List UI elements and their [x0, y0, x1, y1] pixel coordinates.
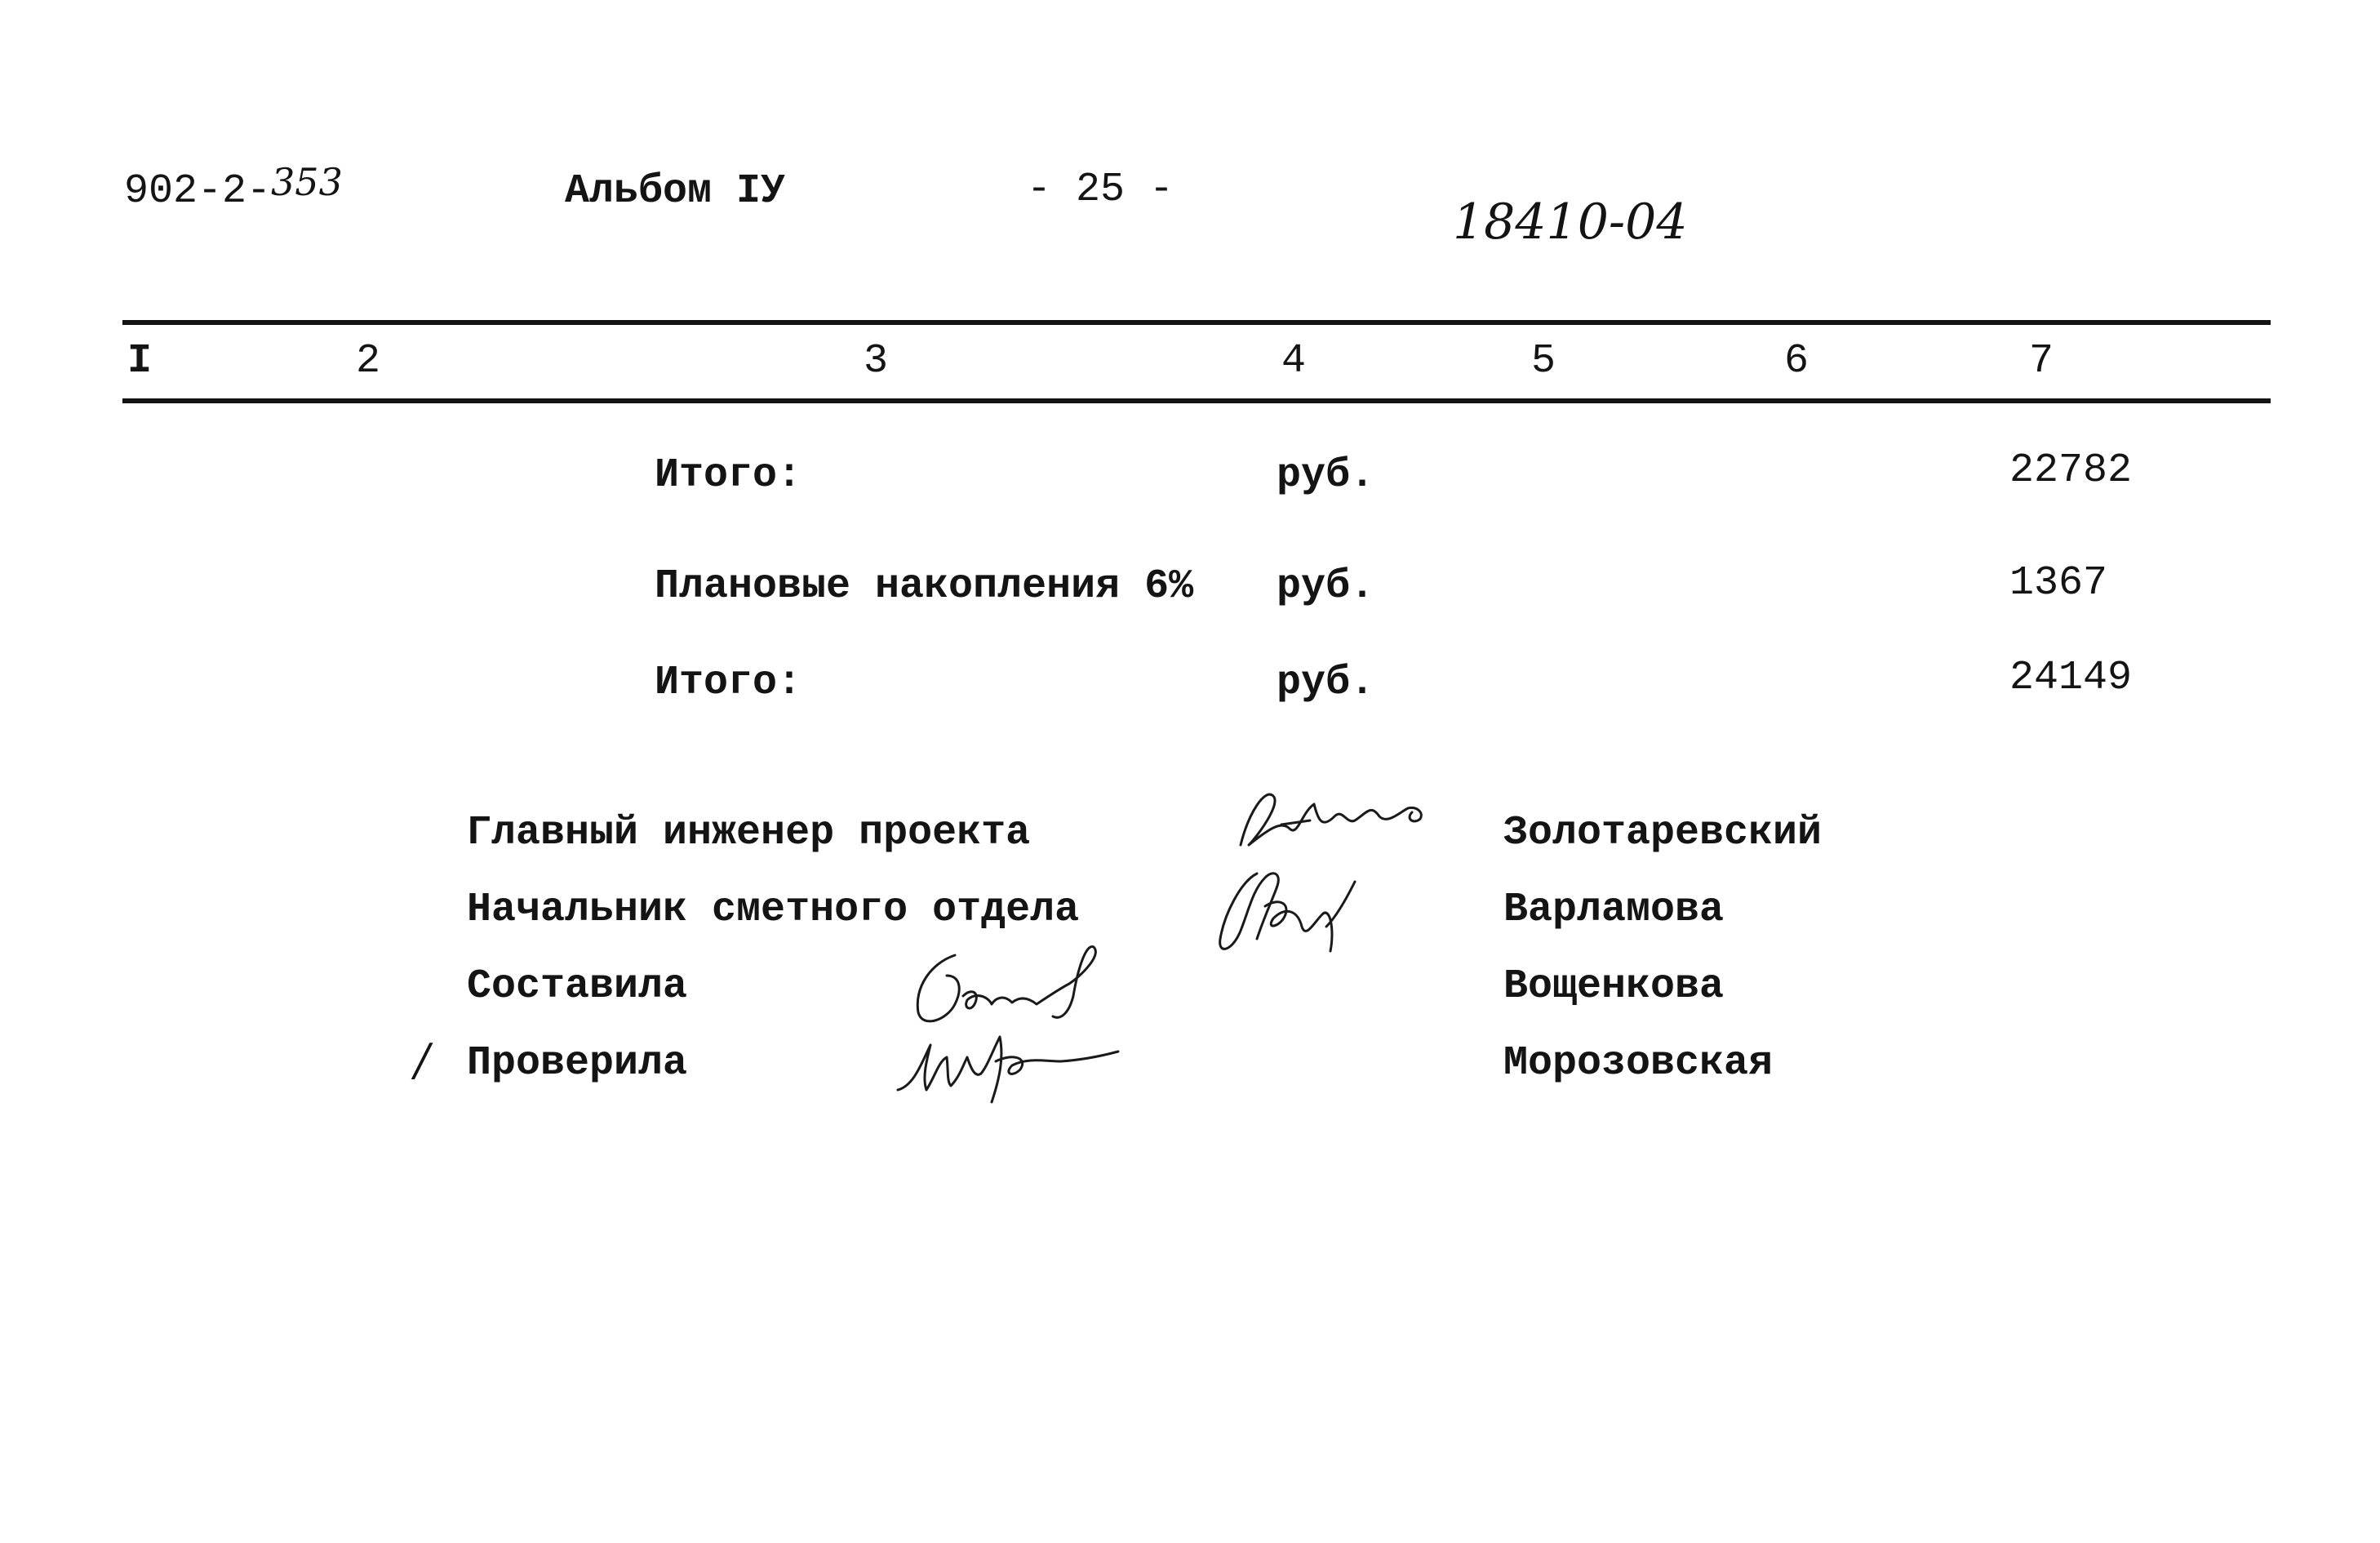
- column-header-6: 6: [1784, 338, 1809, 385]
- row-grand-total-label: Итого:: [655, 660, 802, 706]
- column-header-3: 3: [864, 338, 889, 385]
- signature-checked-by: [890, 1012, 1134, 1118]
- name-zolotarevsky: Золотаревский: [1503, 810, 1823, 856]
- row-planned-savings-value: 1367: [2009, 560, 2108, 607]
- row-grand-total-value: 24149: [2009, 655, 2133, 701]
- table-header-rule: [122, 398, 2271, 403]
- name-voshchenkova: Вощенкова: [1503, 963, 1725, 1010]
- row-total-value: 22782: [2009, 447, 2133, 494]
- role-checked-by: Проверила: [467, 1040, 688, 1087]
- column-header-1: I: [127, 338, 153, 385]
- archive-number-handwritten: 18410-04: [1453, 193, 1688, 251]
- row-grand-total-unit: руб.: [1277, 660, 1375, 706]
- role-head-estimate-dept: Начальник сметного отдела: [467, 887, 1080, 933]
- column-header-7: 7: [2029, 338, 2054, 385]
- column-header-2: 2: [356, 338, 381, 385]
- column-header-4: 4: [1281, 338, 1307, 385]
- album-label: Альбом IУ: [565, 168, 786, 215]
- check-mark: /: [415, 1034, 430, 1086]
- table-top-rule: [122, 320, 2271, 325]
- column-header-5: 5: [1531, 338, 1556, 385]
- document-code-printed: 902-2-: [124, 168, 272, 215]
- role-compiled-by: Составила: [467, 963, 688, 1010]
- role-chief-engineer: Главный инженер проекта: [467, 810, 1031, 856]
- signature-head-estimate-dept: [1208, 849, 1371, 963]
- document-code-handwritten: 353: [271, 160, 343, 204]
- row-planned-savings-unit: руб.: [1277, 563, 1375, 610]
- row-total-label: Итого:: [655, 452, 802, 499]
- name-morozovskaya: Морозовская: [1503, 1040, 1774, 1087]
- row-total-unit: руб.: [1277, 452, 1375, 499]
- page-number: - 25 -: [1027, 167, 1174, 213]
- row-planned-savings-label: Плановые накопления 6%: [655, 563, 1194, 610]
- name-varlamova: Варламова: [1503, 887, 1725, 933]
- document-code: [124, 160, 343, 215]
